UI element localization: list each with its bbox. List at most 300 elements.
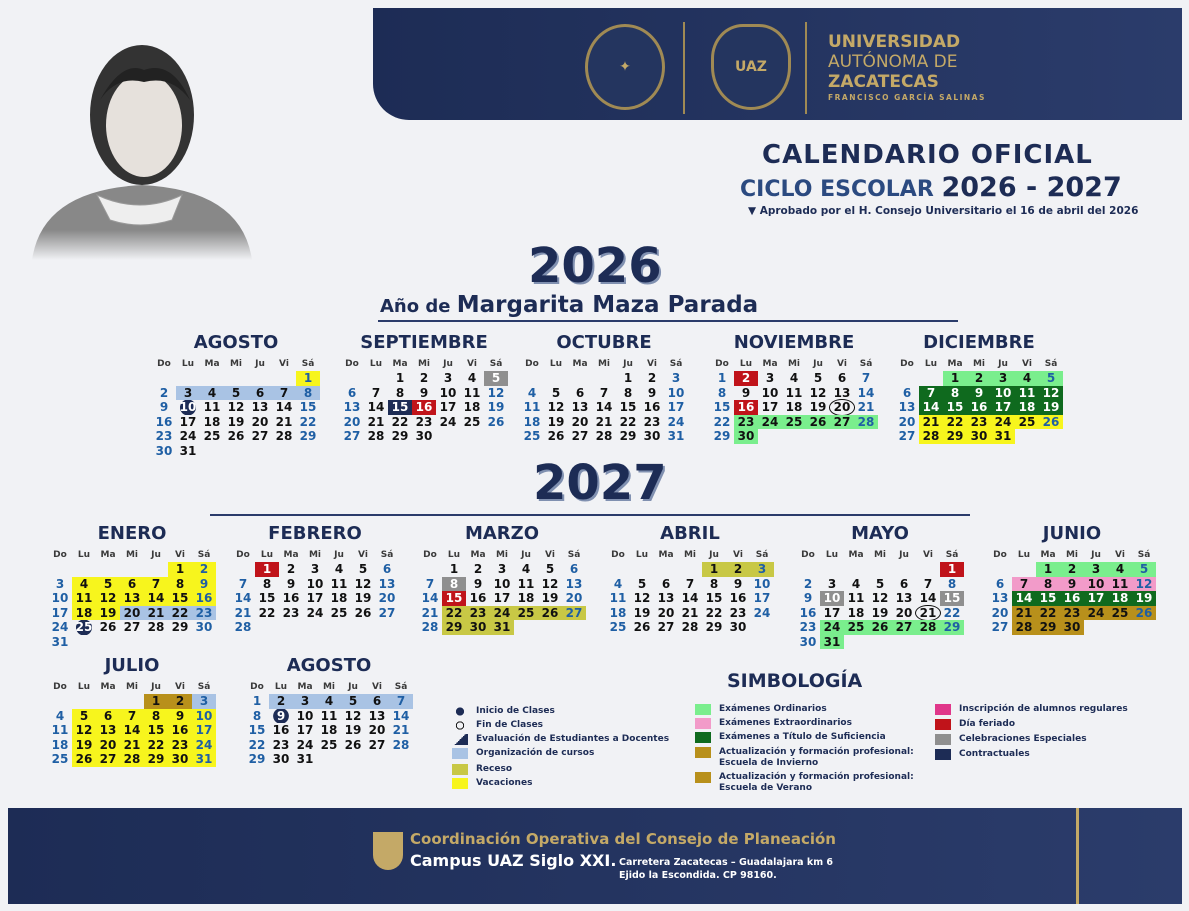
day-cell: 1 <box>717 371 727 385</box>
day-cell: 9 <box>419 385 429 400</box>
day-cell: 30 <box>155 443 173 458</box>
day-cell: 18 <box>72 606 96 621</box>
weekday-header: Ma <box>572 359 588 369</box>
day-cell: 18 <box>847 605 865 620</box>
day-cell: 4 <box>851 576 861 591</box>
legend-item-organizacion <box>452 748 682 759</box>
empty-cell <box>868 562 892 577</box>
day-cell: 16 <box>734 400 758 415</box>
day-cell: 23 <box>282 605 300 620</box>
day-cell: 5 <box>72 709 96 724</box>
weekday-header: Lu <box>447 550 461 560</box>
day-cell: 19 <box>227 414 245 429</box>
day-cell: 25 <box>609 620 627 634</box>
weekday-header: Sá <box>489 359 503 369</box>
day-cell: 30 <box>272 752 290 766</box>
day-cell: 31 <box>667 429 685 443</box>
day-cell: 1 <box>449 562 459 576</box>
title-years: 2026 - 2027 <box>941 172 1122 203</box>
day-cell: 9 <box>192 577 216 592</box>
day-cell: 10 <box>306 576 324 591</box>
day-cell: 7 <box>144 577 168 592</box>
day-cell: 26 <box>344 737 362 752</box>
day-cell: 14 <box>421 591 439 605</box>
day-cell: 23 <box>192 606 216 621</box>
empty-cell <box>120 694 144 709</box>
day-cell: 16 <box>168 723 192 738</box>
day-cell: 3 <box>1084 562 1108 577</box>
month-name: AGOSTO <box>286 655 372 676</box>
legend-label: Receso <box>476 764 513 774</box>
month-grid <box>418 548 586 635</box>
month-name: SEPTIEMBRE <box>360 332 488 353</box>
vacaciones-swatch-icon <box>452 778 468 789</box>
day-cell: 3 <box>293 694 317 709</box>
day-cell: 7 <box>389 694 413 709</box>
title-line1: CALENDARIO OFICIAL <box>762 140 1093 170</box>
day-cell: 16 <box>1060 591 1084 606</box>
day-cell: 19 <box>541 591 559 605</box>
legend-label: Actualización y formación profesional: Escuela de Invierno <box>719 747 914 768</box>
contractuales-swatch-icon <box>935 749 951 760</box>
month-name: NOVIEMBRE <box>733 332 855 353</box>
day-cell: 6 <box>569 562 579 576</box>
day-cell: 18 <box>1015 400 1039 415</box>
day-cell: 4 <box>200 386 224 401</box>
day-cell: 24 <box>758 415 782 430</box>
day-cell: 11 <box>203 400 221 414</box>
weekday-header: Vi <box>279 359 289 369</box>
legend-label: Día feriado <box>959 719 1016 729</box>
empty-cell <box>272 371 296 386</box>
approval-text: Aprobado por el H. Consejo Universitario el 16 de abril del 2026 <box>759 205 1139 217</box>
empty-cell <box>592 371 616 386</box>
day-cell: 12 <box>354 576 372 591</box>
day-cell: 5 <box>96 577 120 592</box>
day-cell: 20 <box>120 606 144 621</box>
empty-cell <box>678 562 702 577</box>
weekday-header: Ju <box>255 359 265 369</box>
day-cell: 13 <box>565 576 583 591</box>
empty-cell <box>96 694 120 709</box>
day-cell: 6 <box>365 694 389 709</box>
inscripcion-swatch-icon <box>935 704 951 715</box>
empty-cell <box>606 562 630 577</box>
day-cell: 17 <box>51 605 69 620</box>
legend-label: Organización de cursos <box>476 748 595 758</box>
empty-cell <box>630 562 654 577</box>
day-cell: 25 <box>514 606 538 621</box>
day-cell: 21 <box>681 605 699 620</box>
empty-cell <box>144 562 168 577</box>
day-cell: 24 <box>490 606 514 621</box>
day-cell: 2 <box>419 371 429 385</box>
day-cell: 2 <box>286 562 296 576</box>
day-cell: 17 <box>493 591 511 605</box>
weekday-header: Ma <box>100 550 116 560</box>
day-cell: 3 <box>443 371 453 385</box>
day-cell: 11 <box>320 708 338 723</box>
day-cell: 4 <box>521 562 531 576</box>
day-cell: 22 <box>391 414 409 429</box>
legend-item-receso <box>452 764 682 775</box>
day-cell: 2 <box>726 562 750 577</box>
day-cell: 26 <box>72 752 96 767</box>
day-cell: 7 <box>371 385 381 400</box>
day-cell: 16 <box>282 591 300 605</box>
day-cell: 11 <box>463 385 481 400</box>
day-cell: 27 <box>251 429 269 443</box>
day-cell: 26 <box>354 605 372 620</box>
empty-cell <box>418 562 442 577</box>
day-cell: 9 <box>733 576 743 591</box>
day-cell: 13 <box>251 400 269 414</box>
day-cell: 20 <box>895 605 913 620</box>
day-cell: 30 <box>799 634 817 649</box>
day-cell: 4 <box>527 385 537 400</box>
empty-cell <box>72 562 96 577</box>
weekday-header: Ju <box>151 550 161 560</box>
legend-label: Contractuales <box>959 749 1030 759</box>
day-cell: 10 <box>493 576 511 591</box>
day-cell: 13 <box>571 400 589 414</box>
empty-cell <box>844 562 868 577</box>
day-cell: 30 <box>1060 620 1084 635</box>
day-cell: 28 <box>595 429 613 443</box>
day-cell: 3 <box>750 562 774 577</box>
day-cell: 3 <box>991 371 1015 386</box>
day-cell: 16 <box>799 605 817 620</box>
day-cell: 24 <box>179 429 197 443</box>
month-name: MAYO <box>851 523 909 544</box>
day-cell: 1 <box>144 694 168 709</box>
empty-cell <box>988 562 1012 577</box>
day-cell: 20 <box>830 400 854 415</box>
empty-cell <box>568 371 592 386</box>
day-cell: 9 <box>159 400 169 414</box>
uaz-logo-icon: UAZ <box>711 24 791 110</box>
legend-label: Celebraciones Especiales <box>959 734 1087 744</box>
day-cell: 12 <box>72 723 96 738</box>
day-cell: 24 <box>306 605 324 620</box>
weekday-header: Ju <box>813 359 823 369</box>
inicio-swatch-icon <box>452 706 468 717</box>
day-cell: 16 <box>412 400 436 415</box>
weekday-header: Mi <box>683 550 697 560</box>
day-cell: 22 <box>258 605 276 620</box>
day-cell: 2 <box>168 694 192 709</box>
day-cell: 23 <box>729 605 747 620</box>
weekday-header: Sá <box>394 682 408 692</box>
day-cell: 20 <box>565 591 583 605</box>
day-cell: 24 <box>753 605 771 620</box>
footer-accent <box>1076 808 1079 904</box>
day-cell: 4 <box>789 371 799 385</box>
day-cell: 8 <box>144 709 168 724</box>
day-cell: 8 <box>717 385 727 400</box>
empty-cell <box>892 562 916 577</box>
day-cell: 12 <box>1132 577 1156 592</box>
day-cell: 29 <box>171 620 189 634</box>
day-cell: 26 <box>487 414 505 429</box>
day-cell: 12 <box>541 576 559 591</box>
legend-item-inscripcion <box>935 704 1165 715</box>
day-cell: 24 <box>192 738 216 753</box>
day-cell: 22 <box>144 738 168 753</box>
day-cell: 3 <box>671 371 681 385</box>
day-cell: 20 <box>368 723 386 737</box>
day-cell: 6 <box>837 371 847 385</box>
day-cell: 22 <box>705 605 723 620</box>
day-cell: 13 <box>96 723 120 738</box>
day-cell: 18 <box>785 400 803 414</box>
weekday-header: Ju <box>1091 550 1101 560</box>
day-cell: 5 <box>1039 371 1063 386</box>
empty-cell <box>152 371 176 386</box>
day-cell: 21 <box>857 400 875 414</box>
day-cell: 10 <box>667 385 685 400</box>
day-cell: 4 <box>72 577 96 592</box>
day-cell: 4 <box>1108 562 1132 577</box>
day-cell: 9 <box>473 576 483 591</box>
day-cell: 15 <box>258 591 276 605</box>
day-cell: 30 <box>168 752 192 767</box>
weekday-header: Mi <box>125 682 139 692</box>
month-grid <box>48 680 216 767</box>
day-cell: 7 <box>272 386 296 401</box>
day-cell: 12 <box>1039 386 1063 401</box>
day-cell: 2 <box>647 371 657 385</box>
day-cell: 7 <box>599 385 609 400</box>
weekday-header: Ma <box>100 682 116 692</box>
day-cell: 17 <box>179 414 197 429</box>
address-line1: Carretera Zacatecas – Guadalajara km 6 <box>619 857 834 868</box>
day-cell: 21 <box>392 723 410 737</box>
day-cell: 31 <box>490 620 514 635</box>
weekday-header: Mi <box>308 550 322 560</box>
weekday-header: Mi <box>229 359 243 369</box>
weekday-header: Sá <box>859 359 873 369</box>
empty-cell <box>796 562 820 577</box>
day-cell: 3 <box>497 562 507 576</box>
day-cell: 18 <box>320 723 338 737</box>
day-cell: 1 <box>940 562 964 577</box>
legend-label: Exámenes a Título de Suficiencia <box>719 732 886 742</box>
day-cell: 17 <box>296 723 314 737</box>
day-cell: 10 <box>753 576 771 591</box>
day-cell: 28 <box>854 415 878 430</box>
empty-cell <box>224 371 248 386</box>
weekday-header: Mi <box>1065 550 1079 560</box>
day-cell: 29 <box>248 752 266 766</box>
day-cell: 8 <box>252 708 262 723</box>
weekday-header: Ju <box>151 682 161 692</box>
day-cell: 5 <box>813 371 823 385</box>
day-cell: 10 <box>761 385 779 400</box>
day-cell: 26 <box>868 620 892 635</box>
legend-label: Actualización y formación profesional: Escuela de Verano <box>719 772 914 793</box>
legend-label: Evaluación de Estudiantes a Docentes <box>476 734 670 744</box>
month-grid <box>796 548 964 649</box>
weekday-header: Ma <box>470 550 486 560</box>
day-cell: 17 <box>667 400 685 414</box>
empty-cell <box>916 562 940 577</box>
day-cell: 9 <box>967 386 991 401</box>
empty-cell <box>231 562 255 577</box>
weekday-header: Mi <box>125 550 139 560</box>
day-cell: 17 <box>761 400 779 414</box>
title-cycle: CICLO ESCOLAR <box>740 177 934 202</box>
day-cell: 29 <box>619 429 637 443</box>
day-cell: 11 <box>72 591 96 606</box>
day-cell: 25 <box>320 737 338 752</box>
day-cell: 26 <box>227 429 245 443</box>
day-cell: 1 <box>1036 562 1060 577</box>
day-cell: 18 <box>517 591 535 605</box>
day-cell: 13 <box>895 591 913 605</box>
day-cell: 2 <box>159 385 169 400</box>
month-grid <box>520 357 688 444</box>
day-cell: 12 <box>871 591 889 605</box>
day-cell: 20 <box>378 591 396 605</box>
day-cell: 27 <box>123 620 141 634</box>
day-cell: 11 <box>330 576 348 591</box>
day-cell: 12 <box>633 591 651 605</box>
day-cell: 29 <box>391 429 409 443</box>
day-cell: 29 <box>940 620 964 635</box>
day-cell: 21 <box>595 414 613 429</box>
legend-item-especiales <box>935 734 1165 745</box>
day-cell: 7 <box>120 709 144 724</box>
day-cell: 6 <box>382 562 392 576</box>
university-seal-icon: ✦ <box>585 24 665 110</box>
day-cell: 24 <box>51 620 69 634</box>
day-cell: 2 <box>192 562 216 577</box>
weekday-header: Ju <box>443 359 453 369</box>
footer-line1: Coordinación Operativa del Consejo de Planeación <box>410 830 836 848</box>
day-cell: 26 <box>547 429 565 443</box>
day-cell: 5 <box>875 576 885 591</box>
day-cell: 12 <box>96 591 120 606</box>
day-cell: 23 <box>734 415 758 430</box>
day-cell: 4 <box>334 562 344 576</box>
weekday-header: Lu <box>825 550 839 560</box>
day-cell: 6 <box>96 709 120 724</box>
year-2026-subtitle <box>380 292 758 318</box>
day-cell: 27 <box>991 620 1009 634</box>
divider <box>683 22 685 114</box>
day-cell: 5 <box>358 562 368 576</box>
day-cell: 31 <box>51 634 69 649</box>
legend-item-ordinarios <box>695 704 925 715</box>
weekday-header: Lu <box>77 550 91 560</box>
day-cell: 28 <box>147 620 165 634</box>
day-cell: 10 <box>296 708 314 723</box>
day-cell: 17 <box>991 400 1015 415</box>
legend-item-contractuales <box>935 749 1165 760</box>
organizacion-swatch-icon <box>452 748 468 759</box>
day-cell: 28 <box>421 620 439 634</box>
footer-line2: Campus UAZ Siglo XXI. <box>410 851 617 870</box>
day-cell: 23 <box>272 737 290 752</box>
university-line1: UNIVERSIDAD <box>828 32 961 52</box>
titulo-swatch-icon <box>695 732 711 743</box>
weekday-header: Mi <box>873 550 887 560</box>
day-cell: 22 <box>442 606 466 621</box>
day-cell: 28 <box>234 620 252 634</box>
day-cell: 23 <box>967 415 991 430</box>
weekday-header: Lu <box>924 359 938 369</box>
day-cell: 28 <box>919 429 943 444</box>
day-cell: 8 <box>262 576 272 591</box>
day-cell: 23 <box>643 414 661 429</box>
day-cell: 26 <box>806 415 830 430</box>
day-cell: 10 <box>820 591 844 606</box>
day-cell: 30 <box>466 620 490 635</box>
month-name: MARZO <box>464 523 540 544</box>
day-cell: 24 <box>667 414 685 429</box>
evaluacion-swatch-icon <box>452 734 468 745</box>
month-grid <box>231 548 399 635</box>
month-name: DICIEMBRE <box>923 332 1035 353</box>
weekday-header: Do <box>53 682 67 692</box>
day-cell: 13 <box>898 400 916 414</box>
day-cell: 25 <box>1015 415 1039 430</box>
ordinarios-swatch-icon <box>695 704 711 715</box>
weekday-header: Sá <box>1137 550 1151 560</box>
day-cell: 25 <box>1108 606 1132 621</box>
day-cell: 23 <box>415 414 433 429</box>
weekday-header: Ju <box>709 550 719 560</box>
day-cell: 3 <box>176 386 200 401</box>
weekday-header: Do <box>715 359 729 369</box>
weekday-header: Lu <box>1017 550 1031 560</box>
day-cell: 22 <box>713 414 731 429</box>
day-cell: 14 <box>1012 591 1036 606</box>
day-cell: 8 <box>296 386 320 401</box>
legend-label: Fin de Clases <box>476 720 544 730</box>
day-cell: 11 <box>1015 386 1039 401</box>
day-cell: 4 <box>467 371 477 385</box>
day-cell: 5 <box>484 371 508 386</box>
day-cell: 14 <box>681 591 699 605</box>
day-cell: 3 <box>827 576 837 591</box>
day-cell: 30 <box>195 620 213 634</box>
day-cell: 2 <box>473 562 483 576</box>
day-cell: 17 <box>753 591 771 605</box>
day-cell: 31 <box>820 635 844 650</box>
day-cell: 10 <box>176 400 200 415</box>
day-cell: 22 <box>943 605 961 620</box>
day-cell: 28 <box>392 737 410 752</box>
legend-item-vacaciones <box>452 778 682 789</box>
empty-cell <box>248 371 272 386</box>
day-cell: 3 <box>310 562 320 576</box>
day-cell: 15 <box>388 400 412 415</box>
day-cell: 11 <box>523 400 541 414</box>
day-cell: 30 <box>729 620 747 634</box>
empty-cell <box>120 562 144 577</box>
day-cell: 27 <box>571 429 589 443</box>
month-name: JUNIO <box>1042 523 1102 544</box>
weekday-header: Do <box>900 359 914 369</box>
day-cell: 15 <box>1036 591 1060 606</box>
empty-cell <box>895 371 919 386</box>
day-cell: 19 <box>487 400 505 414</box>
weekday-header: Vi <box>647 359 657 369</box>
day-cell: 17 <box>823 605 841 620</box>
day-cell: 26 <box>1039 415 1063 430</box>
